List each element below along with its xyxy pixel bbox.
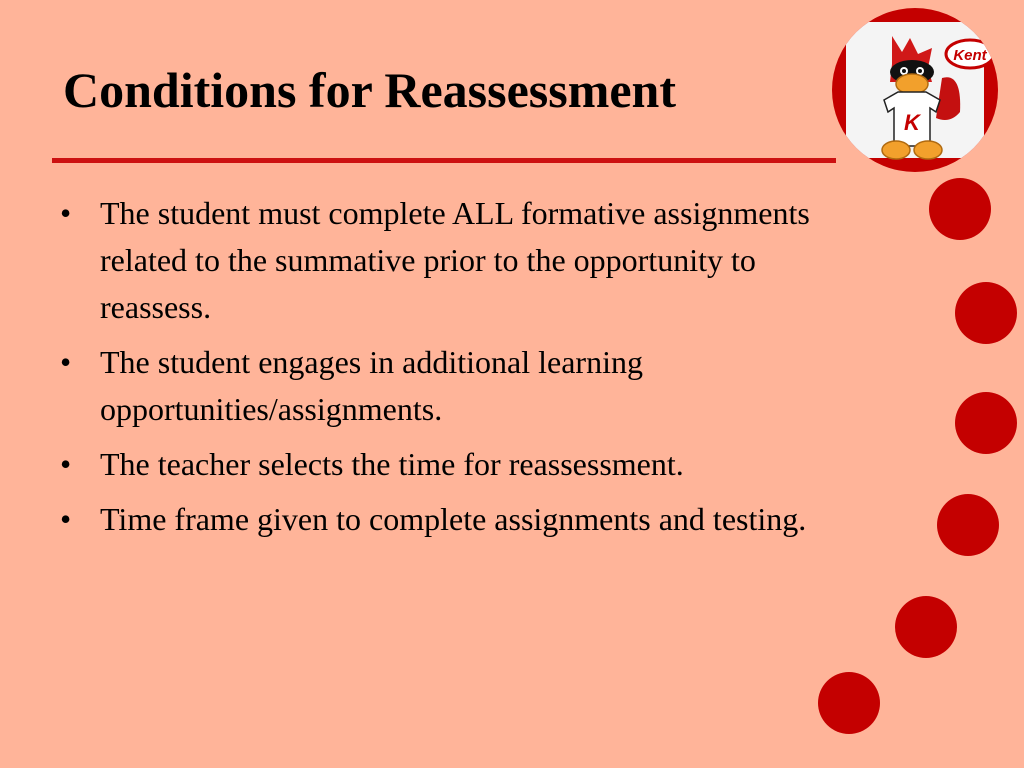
bullet-text: The student must complete ALL formative assignments related to the summative prior to the opportunity to reassess.: [100, 195, 810, 325]
kent-logo: [832, 8, 998, 172]
decorative-dot: [955, 392, 1017, 454]
bullet-marker: •: [60, 344, 72, 380]
bullet-marker: •: [60, 446, 72, 482]
decorative-dot: [818, 672, 880, 734]
bullet-item: [56, 190, 836, 331]
bullet-marker: •: [60, 501, 72, 537]
bullet-text: The teacher selects the time for reassessment.: [100, 446, 684, 482]
bullet-item: [56, 339, 836, 433]
decorative-dot: [955, 282, 1017, 344]
title-underline: [52, 158, 836, 163]
bullet-item: [56, 496, 836, 543]
shirt-letter: K: [904, 110, 920, 135]
decorative-dot: [929, 178, 991, 240]
logo-wordmark: Kent: [953, 47, 987, 64]
decorative-dot: [895, 596, 957, 658]
bullet-item: [56, 441, 836, 488]
bullet-marker: •: [60, 195, 72, 231]
decorative-dot: [937, 494, 999, 556]
bullet-text: The student engages in additional learning opportunities/assignments.: [100, 344, 643, 427]
cardinal-mascot-icon: [832, 8, 998, 172]
bullet-text: Time frame given to complete assignments and testing.: [100, 501, 807, 537]
bullet-list: [56, 190, 836, 551]
slide-title: Conditions for Reassessment: [63, 62, 676, 118]
